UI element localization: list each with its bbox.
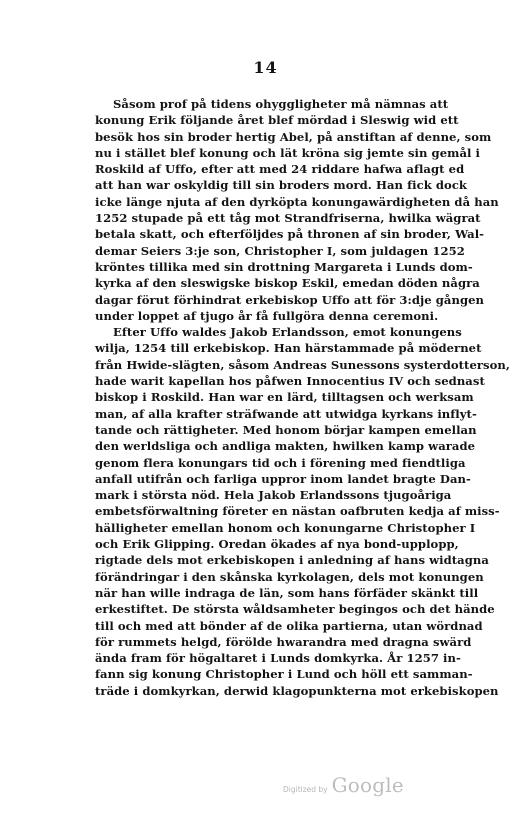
text-line: rigtade dels mot erkebiskopen i anledning af hans widtagna [95, 553, 489, 568]
body-text [95, 96, 510, 699]
text-line: Efter Uffo waldes Jakob Erlandsson, emot konungens [113, 325, 462, 340]
text-line: icke länge njuta af den dyrköpta konungawärdigheten då han [95, 194, 499, 209]
text-line: biskop i Roskild. Han war en lärd, tilltagsen och werksam [95, 390, 474, 405]
text-line: ända fram för högaltaret i Lunds domkyrka. År 1257 in- [95, 651, 461, 666]
text-line: träde i domkyrkan, derwid klagopunkterna mot erkebiskopen [95, 683, 499, 698]
text-line: under loppet af tjugo år få fullgöra denna ceremoni. [95, 308, 439, 323]
text-line: mark i största nöd. Hela Jakob Erlandssons tjugoåriga [95, 488, 452, 503]
text-line: 1252 stupade på ett tåg mot Strandfriserna, hwilka wägrat [95, 211, 481, 226]
text-line: embetsförwaltning företer en nästan oafbruten kedja af miss- [95, 504, 500, 519]
page-number: 14 [253, 58, 278, 77]
digitized-by-label: Digitized by [283, 785, 328, 794]
paragraph [95, 96, 499, 324]
text-line: den werldsliga och andliga makten, hwilken kamp warade [95, 439, 476, 454]
text-line: och Erik Glipping. Oredan ökades af nya bond-upplopp, [95, 537, 459, 552]
digitization-watermark [283, 773, 404, 803]
text-line: Roskild af Uffo, efter att med 24 riddare hafwa aflagt ed [95, 162, 465, 177]
text-line: wilja, 1254 till erkebiskop. Han härstammade på mödernet [95, 341, 482, 356]
text-line: demar Seiers 3:je son, Christopher I, som juldagen 1252 [95, 243, 465, 258]
text-line: för rummets helgd, förölde hwarandra med dragna swärd [95, 634, 472, 649]
text-line: när han wille indraga de län, som hans förfäder skänkt till [95, 585, 479, 600]
text-line: från Hwide-slägten, såsom Andreas Sunessons systerdotterson, [95, 357, 510, 372]
text-line: att han war oskyldig till sin broders mord. Han fick dock [95, 178, 468, 193]
google-logo: Google [331, 773, 404, 797]
text-line: erkestiftet. De största wåldsamheter begingos och det hände [95, 602, 495, 617]
text-line: betala skatt, och efterföljdes på thronen af sin broder, Wal- [95, 227, 485, 242]
text-line: hälligheter emellan honom och konungarne Christopher I [95, 520, 476, 535]
text-line: konung Erik följande året blef mördad i Sleswig wid ett [95, 113, 459, 128]
text-line: Såsom prof på tidens ohyggligheter må nämnas att [113, 97, 449, 111]
text-line: man, af alla krafter sträfwande att utwidga kyrkans inflyt- [95, 406, 477, 421]
text-line: hade warit kapellan hos påfwen Innocentius IV och sednast [95, 374, 485, 389]
text-line: tande och rättigheter. Med honom börjar kampen emellan [95, 422, 477, 437]
text-line: till och med att bönder af de olika partierna, utan wördnad [95, 618, 483, 633]
text-line: genom flera konungars tid och i förening med fiendtliga [95, 455, 466, 470]
text-line: nu i stället blef konung och lät kröna sig jemte sin gemål i [95, 145, 481, 160]
text-line: förändringar i den skånska kyrkolagen, dels mot konungen [95, 569, 484, 584]
text-line: fann sig konung Christopher i Lund och höll ett samman- [95, 667, 473, 682]
text-line: besök hos sin broder hertig Abel, på anstiftan af denne, som [95, 129, 492, 144]
text-line: kyrka af den sleswigske biskop Eskil, emedan döden några [95, 276, 480, 291]
text-line: kröntes tillika med sin drottning Margareta i Lunds dom- [95, 259, 473, 274]
paragraph [95, 324, 510, 699]
text-line: dagar förut förhindrat erkebiskop Uffo att för 3:dje gången [95, 292, 485, 307]
text-line: anfall utifrån och farliga uppror inom landet bragte Dan- [95, 471, 471, 486]
